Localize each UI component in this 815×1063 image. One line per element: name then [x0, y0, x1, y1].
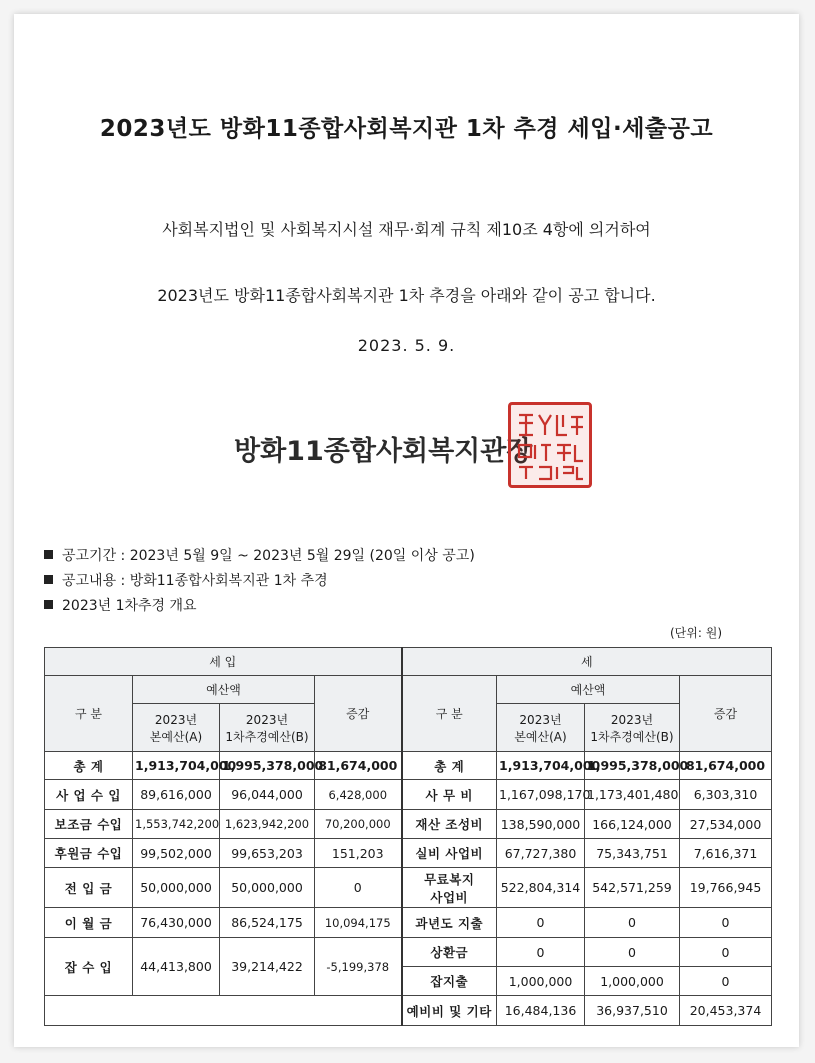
bullet-content: 공고내용 : 방화11종합사회복지관 1차 추경 [44, 570, 328, 590]
bullet-square-icon [44, 550, 53, 559]
empty-income-cell [45, 996, 402, 1026]
unit-label: (단위: 원) [670, 626, 722, 640]
income-section-header: 세 입 [45, 648, 402, 676]
table-row: 이 월 금 76,430,000 86,524,175 10,094,175 과년도 지출 0 0 0 [45, 908, 772, 938]
expense-section-header: 세 [402, 648, 772, 676]
income-category-header: 구 분 [45, 676, 133, 752]
table-row: 총 계 1,913,704,000 1,995,378,000 81,674,000 총 계 1,913,704,000 1,995,378,000 81,674,000 [45, 752, 772, 780]
bullet-square-icon [44, 575, 53, 584]
table-row: 잡 수 입 44,413,800 39,214,422 -5,199,378 상환금 0 0 0 [45, 938, 772, 967]
expense-supp-budget-header: 2023년 1차추경예산(B) [585, 704, 680, 752]
expense-label-multiline: 무료복지 사업비 [402, 868, 497, 908]
notice-date: 2023. 5. 9. [357, 336, 456, 355]
income-supp-budget-header: 2023년 1차추경예산(B) [220, 704, 315, 752]
signature: 방화11종합사회복지관장 [234, 436, 533, 467]
table-row: 잡지출 1,000,000 1,000,000 0 [45, 967, 772, 996]
expense-budget-header: 예산액 [497, 676, 680, 704]
table-row: 전 입 금 50,000,000 50,000,000 0 무료복지 사업비 522,804,314 542,571,259 19,766,945 [45, 868, 772, 908]
table-row: 보조금 수입 1,553,742,200 1,623,942,200 70,200,000 재산 조성비 138,590,000 166,124,000 27,534,000 [45, 810, 772, 839]
budget-table-body [45, 752, 772, 1026]
budget-table [44, 647, 772, 1026]
bullet-period: 공고기간 : 2023년 5월 9일 ~ 2023년 5월 29일 (20일 이상 공고) [44, 545, 475, 565]
expense-category-header: 구 분 [402, 676, 497, 752]
document-title: 2023년도 방화11종합사회복지관 1차 추경 세입·세출공고 [99, 116, 714, 142]
income-change-header: 증감 [315, 676, 402, 752]
bullet-overview: 2023년 1차추경 개요 [44, 595, 197, 615]
document-page [14, 14, 799, 1047]
income-budget-header: 예산액 [133, 676, 315, 704]
expense-change-header: 증감 [680, 676, 772, 752]
table-row: 사 업 수 입 89,616,000 96,044,000 6,428,000 사 무 비 1,167,098,170 1,173,401,480 6,303,310 [45, 780, 772, 810]
table-row: 예비비 및 기타 16,484,136 36,937,510 20,453,374 [45, 996, 772, 1026]
seal-mark [511, 405, 589, 485]
income-main-budget-header: 2023년 본예산(A) [133, 704, 220, 752]
expense-main-budget-header: 2023년 본예산(A) [497, 704, 585, 752]
bullet-square-icon [44, 600, 53, 609]
intro-line-2: 2023년도 방화11종합사회복지관 1차 추경을 아래와 같이 공고 합니다. [157, 286, 656, 305]
intro-line-1: 사회복지법인 및 사회복지시설 재무·회계 규칙 제10조 4항에 의거하여 [162, 220, 651, 239]
official-seal-icon [508, 402, 592, 488]
table-row: 후원금 수입 99,502,000 99,653,203 151,203 실비 사업비 67,727,380 75,343,751 7,616,371 [45, 839, 772, 868]
